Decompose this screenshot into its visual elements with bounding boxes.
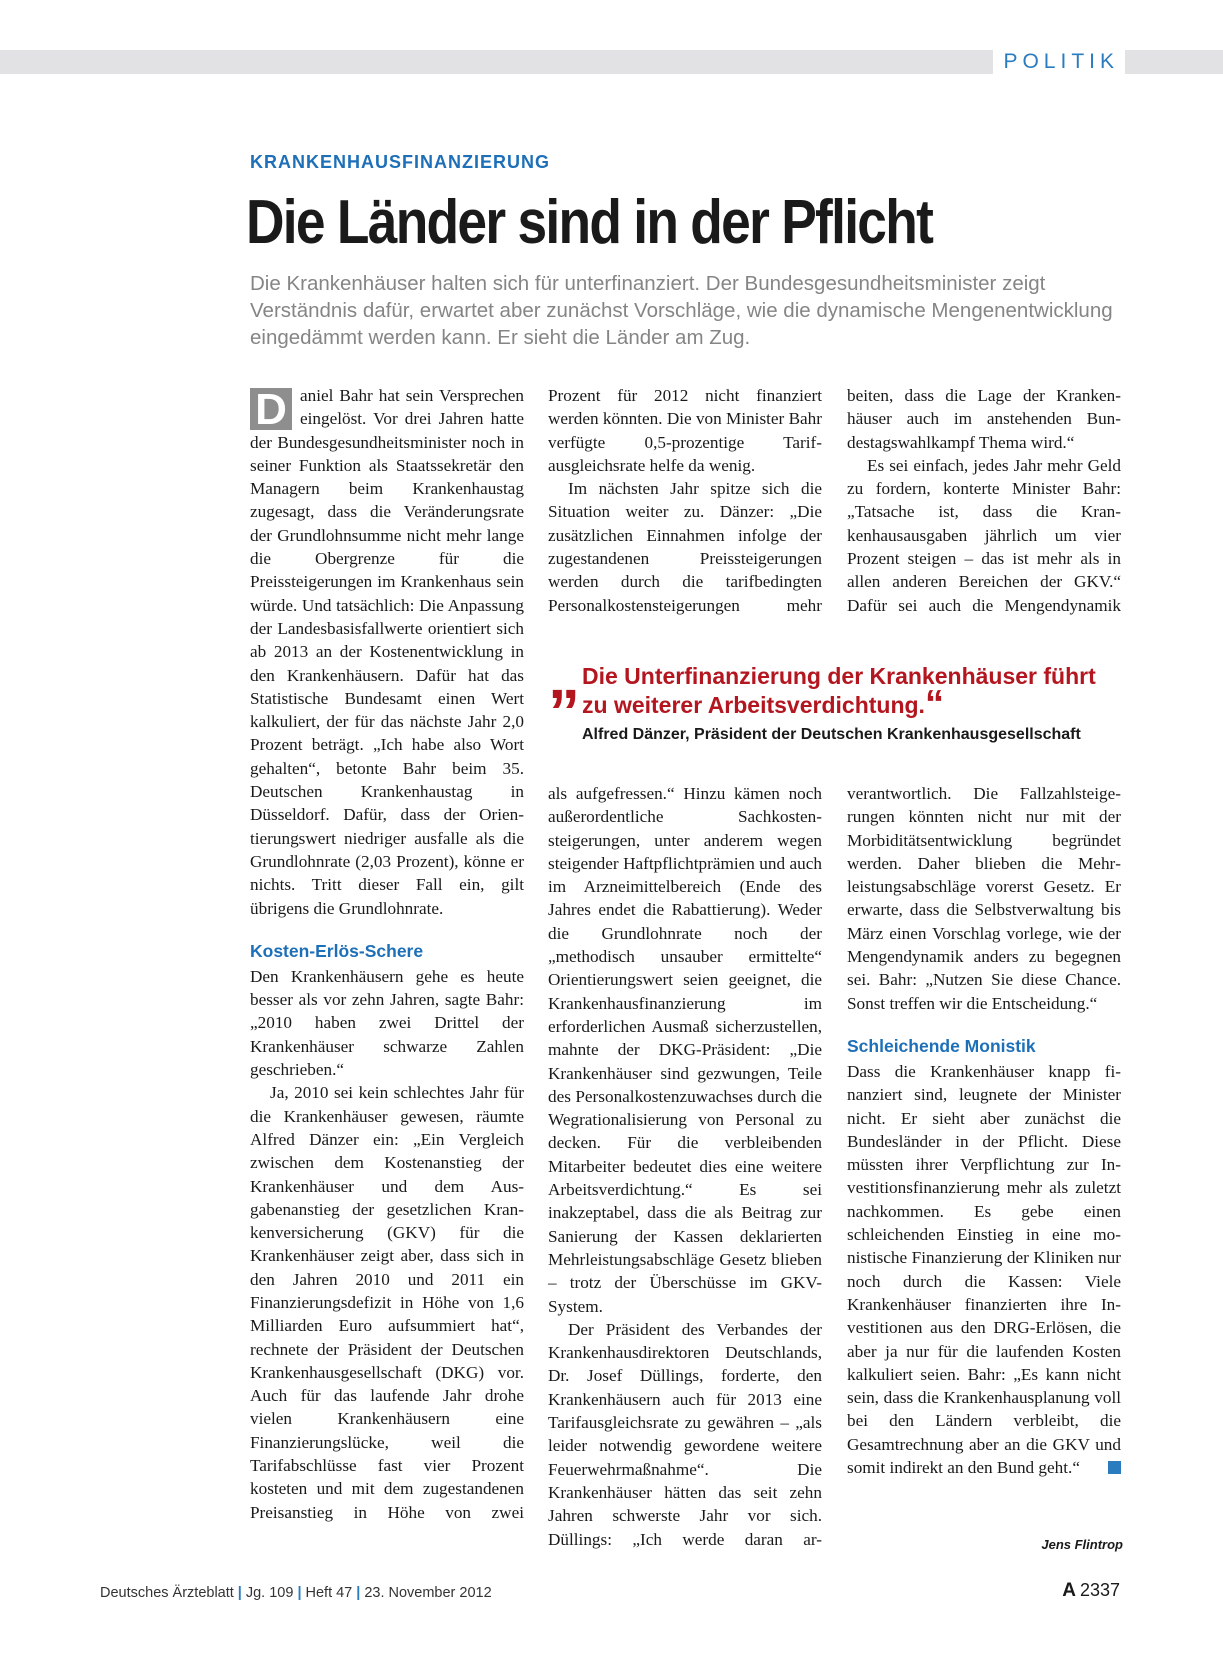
paragraph: Der Präsident des Verbandes der Krankenhausdirektoren Deutschlands, Dr. Josef Düllings, forderte, den Krankenhäusern auch für 2013 eine Tarifausgleichsrate zu gewähren – „als leider notwendig gewordene weitere Feuerwehrmaßnahme“. Die Krankenhäuser hätten das seit zehn Jahren schwerste Jahr vor sich. Düllings: „Ich werde daran ar- <box>548 1319 822 1549</box>
paragraph: Im nächsten Jahr spitze sich die Situation weiter zu. Dänzer: „Die zusätzlichen Einnahmen infolge der zugestandenen Preissteigerungen werden durch die tarifbedingten Personalkostensteigerungen mehr <box>548 479 822 615</box>
article-column-2-bottom <box>548 782 822 1551</box>
article-column-3-top <box>847 384 1121 617</box>
paragraph-intro-text: aniel Bahr hat sein Versprechen eingelöst. Vor drei Jahren hatte der Bundesgesundheitsminister noch in seiner Funktion als Staatssekretär den Managern beim Krankenhaustag zugesagt, dass die Veränderungsrate der Grundlohnsumme nicht mehr lange die Obergrenze für die Preissteigerungen im Krankenhaus sein würde. Und tatsächlich: Die Anpassung der Landesbasisfallwerte orientiert sich ab 2013 an der Kostenentwicklung in den Krankenhäusern. Dafür hat das Statistische Bundesamt einen Wert kalkuliert, der für das nächste Jahr 2,0 Prozent beträgt. „Ich habe also Wort gehalten“, betonte Bahr beim 35. Deutschen Krankenhaustag in Düsseldorf. Dafür, dass der Orientierungswert niedriger ausfalle als die Grundlohnrate (2,03 Prozent), könne er nichts. Tritt dieser Fall ein, gilt übrigens die Grundlohnrate. <box>250 386 524 918</box>
issue-date: 23. November 2012 <box>364 1585 492 1601</box>
quote-mark-close: “ <box>924 683 944 725</box>
journal-name: Deutsches Ärzteblatt <box>100 1585 234 1601</box>
paragraph-closing-text: Dass die Krankenhäuser knapp finanziert sind, leugnete der Minister nicht. Er sieht aber zunächst die Bundesländer in der Pflicht. Diese müssten ihrer Verpflichtung zur Investitionsfinanzierung mehr als zuletzt nachkommen. Es gebe einen schleichenden Einstieg in eine monistische Finanzierung der Kliniken nur noch durch die Kassen: Viele Krankenhäuser finanzierten ihre Investitionen aus den DRG-Erlösen, die aber ja nur für die laufenden Kosten kalkuliert seien. Bahr: „Es kann nicht sein, dass die Krankenhausplanung voll bei den Ländern verbleibt, die Gesamtrechnung aber an die GKV und somit indirekt an den Bund geht.“ <box>847 1061 1121 1478</box>
paragraph: beiten, dass die Lage der Krankenhäuser auch im anstehenden Bundestagswahlkampf Thema wird.“ <box>847 386 1121 452</box>
quote-mark-open: „ <box>548 640 580 712</box>
paragraph: als aufgefressen.“ Hinzu kämen noch außerordentliche Sachkostensteigerungen, unter anderem wegen steigender Haftpflichtprämien und auch im Arzneimittelbereich (Ende des Jahres endet die Rabattierung). Weder die Grundlohnrate noch der „methodisch unsauber ermittelte“ Orientierungswert seien geeignet, die Krankenhausfinanzierung im erforderlichen Ausmaß sicherzustellen, mahnte der DKG-Präsident: „Die Krankenhäuser sind gezwungen, Teile des Personalkostenzuwachses durch die Wegrationalisierung von Personal zu decken. Für die verbleibenden Mitarbeiter bedeutet dies eine weitere Arbeitsverdichtung.“ Es sei inakzeptabel, dass die als Beitrag zur Sanierung der Kassen deklarierten Mehrleistungsabschläge Gesetz blieben – trotz der Überschüsse im GKV-System. <box>548 784 822 1316</box>
page-number-value: 2337 <box>1079 1580 1120 1600</box>
volume: Jg. 109 <box>245 1585 294 1601</box>
pull-quote-body: Die Unterfinanzierung der Krankenhäuser führt zu weiterer Arbeitsverdichtung. <box>582 663 1096 718</box>
author-byline: Jens Flintrop <box>1041 1537 1123 1552</box>
pull-quote-text <box>582 662 1102 725</box>
paragraph: Es sei einfach, jedes Jahr mehr Geld zu fordern, konterte Minister Bahr: „Tatsache ist, dass die Krankenhausausgaben jährlich um vier Prozent steigen – das ist mehr als in allen anderen Bereichen der GKV.“ Dafür sei auch die Mengendynamik <box>847 455 1121 615</box>
article-column-3-bottom <box>847 782 1121 1479</box>
paragraph: Ja, 2010 sei kein schlechtes Jahr für die Krankenhäuser gewesen, räumte Alfred Dänzer ein: „Ein Vergleich zwischen dem Kostenanstieg der Krankenhäuser und dem Ausgabenanstieg der gesetzlichen Krankenversicherung (GKV) für die Krankenhäuser zeigt aber, dass sich in den Jahren 2010 und 2011 ein Finanzierungsdefizit in Höhe von 1,6 Milliarden Euro aufsummiert hat“, rechnete der Präsident der Deutschen Krankenhausgesellschaft (DKG) vor. Auch für das laufende Jahr drohe vielen Krankenhäusern eine Finanzierungslücke, weil die Tarifabschlüsse fast vier Prozent kosteten und mit dem zugestandenen Preisanstieg in Höhe von zwei <box>250 1083 524 1522</box>
end-mark-icon <box>1108 1461 1121 1474</box>
article-kicker: KRANKENHAUSFINANZIERUNG <box>250 152 550 172</box>
section-label: POLITIK <box>993 48 1125 76</box>
article-column-1 <box>250 384 524 1524</box>
paragraph-intro <box>250 384 524 920</box>
paragraph: verantwortlich. Die Fallzahlsteigerungen könnten nicht nur mit der Morbiditätsentwicklung begründet werden. Daher blieben die Mehrleistungsabschläge vorerst Gesetz. Er erwarte, dass die Selbstverwaltung bis März einen Vorschlag vorlege, wie der Mengendynamik anders zu begegnen sei. Bahr: „Nutzen Sie diese Chance. Sonst treffen wir die Entscheidung.“ <box>847 784 1121 1013</box>
paragraph: Den Krankenhäusern gehe es heute besser als vor zehn Jahren, sagte Bahr: „2010 haben zwei Drittel der Krankenhäuser schwarze Zahlen geschrieben.“ <box>250 966 524 1080</box>
page-prefix: A <box>1062 1580 1076 1601</box>
article-lead: Die Krankenhäuser halten sich für unterfinanziert. Der Bundesgesundheitsminister zeigt Verständnis dafür, erwartet aber zunächst Vorschläge, wie die dynamische Mengenentwicklung eingedämmt werden kann. Er sieht die Länder am Zug. <box>250 272 1113 349</box>
drop-cap: D <box>250 388 292 430</box>
page-footer: Deutsches Ärzteblatt | Jg. 109 | Heft 47 | 23. November 2012 <box>100 1585 492 1601</box>
page-number <box>1062 1580 1120 1602</box>
subheading-schleichende-monistik: Schleichende Monistik <box>847 1035 1036 1056</box>
pull-quote-attribution: Alfred Dänzer, Präsident der Deutschen Krankenhausgesellschaft <box>582 726 1081 743</box>
subheading-kosten-erloes-schere: Kosten-Erlös-Schere <box>250 940 424 961</box>
article-column-2-top <box>548 384 822 617</box>
article-headline: Die Länder sind in der Pflicht <box>246 188 933 257</box>
issue: Heft 47 <box>305 1585 353 1601</box>
paragraph: Prozent für 2012 nicht finanziert werden könnten. Die von Minister Bahr verfügte 0,5-prozentige Tarifausgleichsrate helfe da wenig. <box>548 386 822 475</box>
paragraph-closing <box>847 1060 1121 1479</box>
